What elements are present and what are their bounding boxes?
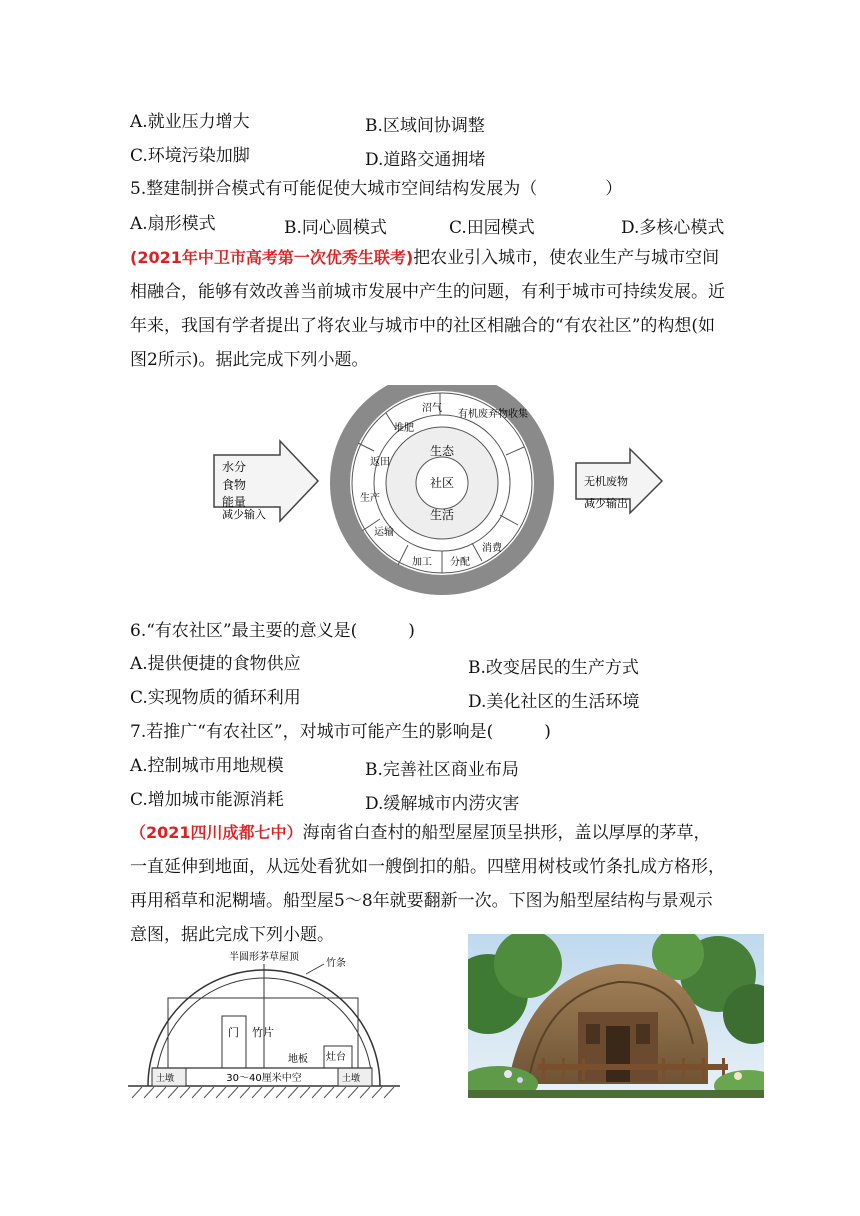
label-roof: 半圆形茅草屋顶 (229, 952, 299, 963)
passage1-line4: 图2所示)。据此完成下列小题。 (130, 350, 369, 370)
boat-house-structure-diagram (128, 948, 400, 1100)
q5-stem: 5.整建制拼合模式有可能促使大城市空间结构发展为（ ） (130, 179, 623, 199)
passage2-text: 海南省白查村的船型屋屋顶呈拱形，盖以厚厚的茅草， (302, 823, 711, 843)
ring-label-biogas: 沼气 (422, 403, 442, 414)
label-earth-left: 土墩 (156, 1074, 175, 1084)
q6-option-c: C.实现物质的循环利用 (130, 688, 301, 708)
ring-label-distribute: 分配 (450, 557, 470, 568)
passage1-text: 把农业引入城市，使农业生产与城市空间 (413, 248, 720, 268)
q5-option-d: D.多核心模式 (621, 218, 725, 238)
ring-label-return: 返田 (370, 457, 390, 468)
q4-option-b: B.区域间协调整 (365, 116, 485, 136)
passage1-line3: 年来，我国有学者提出了将农业与城市中的社区相融合的“有农社区”的构想(如 (130, 316, 716, 336)
q7-option-d: D.缓解城市内涝灾害 (365, 794, 520, 814)
boat-house-photo (468, 934, 764, 1098)
q4-option-d: D.道路交通拥堵 (365, 150, 486, 170)
input-energy: 能量 (222, 495, 247, 509)
passage2-line3: 再用稻草和泥糊墙。船型屋5～8年就要翻新一次。下图为船型屋结构与景观示 (130, 891, 713, 911)
label-ecology: 生态 (429, 444, 455, 458)
q7-stem: 7.若推广“有农社区”，对城市可能产生的影响是( ) (130, 722, 551, 742)
q5-option-a: A.扇形模式 (130, 214, 216, 234)
q6-option-b: B.改变居民的生产方式 (468, 658, 639, 678)
passage1-line2: 相融合，能够有效改善当前城市发展中产生的问题，有利于城市可持续发展。近 (130, 282, 725, 302)
label-life: 生活 (429, 508, 455, 522)
community-diagram (210, 385, 670, 600)
label-hollow: 30～40厘米中空 (226, 1073, 302, 1084)
passage2-line4: 意图，据此完成下列小题。 (130, 925, 334, 945)
output-waste: 无机废物 (584, 475, 628, 488)
passage2-line1 (130, 822, 711, 844)
ring-label-produce: 生产 (360, 493, 380, 504)
q4-option-c: C.环境污染加脚 (130, 146, 250, 166)
q5-option-c: C.田园模式 (449, 218, 535, 238)
label-door: 门 (228, 1026, 239, 1039)
q6-option-d: D.美化社区的生活环境 (468, 692, 640, 712)
input-caption: 减少输入 (222, 508, 266, 521)
label-earth-right: 土墩 (342, 1074, 361, 1084)
label-community: 社区 (429, 476, 455, 490)
output-caption: 减少输出 (584, 497, 628, 510)
label-stove: 灶台 (326, 1052, 346, 1063)
q7-option-b: B.完善社区商业布局 (365, 760, 519, 780)
label-bamboo: 竹条 (326, 958, 346, 969)
ring-label-collect: 有机废弃物收集 (458, 409, 528, 420)
ring-label-process: 加工 (412, 557, 432, 568)
q5-option-b: B.同心圆模式 (284, 218, 387, 238)
input-water: 水分 (222, 460, 247, 474)
passage2-line2: 一直延伸到地面，从远处看犹如一艘倒扣的船。四壁用树枝或竹条扎成方格形， (130, 857, 725, 877)
ring-label-transport: 运输 (374, 527, 394, 538)
q7-option-c: C.增加城市能源消耗 (130, 790, 284, 810)
ring-label-compost: 堆肥 (394, 423, 414, 434)
q7-option-a: A.控制城市用地规模 (130, 756, 284, 776)
passage1-source: (2021年中卫市高考第一次优秀生联考) (130, 248, 414, 267)
ring-label-consume: 消费 (482, 543, 502, 554)
passage2-source: （2021四川成都七中） (130, 823, 303, 842)
q4-option-a: A.就业压力增大 (130, 112, 250, 132)
label-bamboo-piece: 竹片 (252, 1026, 274, 1039)
label-floor: 地板 (288, 1054, 308, 1065)
q6-option-a: A.提供便捷的食物供应 (130, 654, 301, 674)
passage1-line1 (130, 247, 719, 269)
input-food: 食物 (222, 478, 247, 492)
q6-stem: 6.“有农社区”最主要的意义是( ) (130, 621, 415, 641)
